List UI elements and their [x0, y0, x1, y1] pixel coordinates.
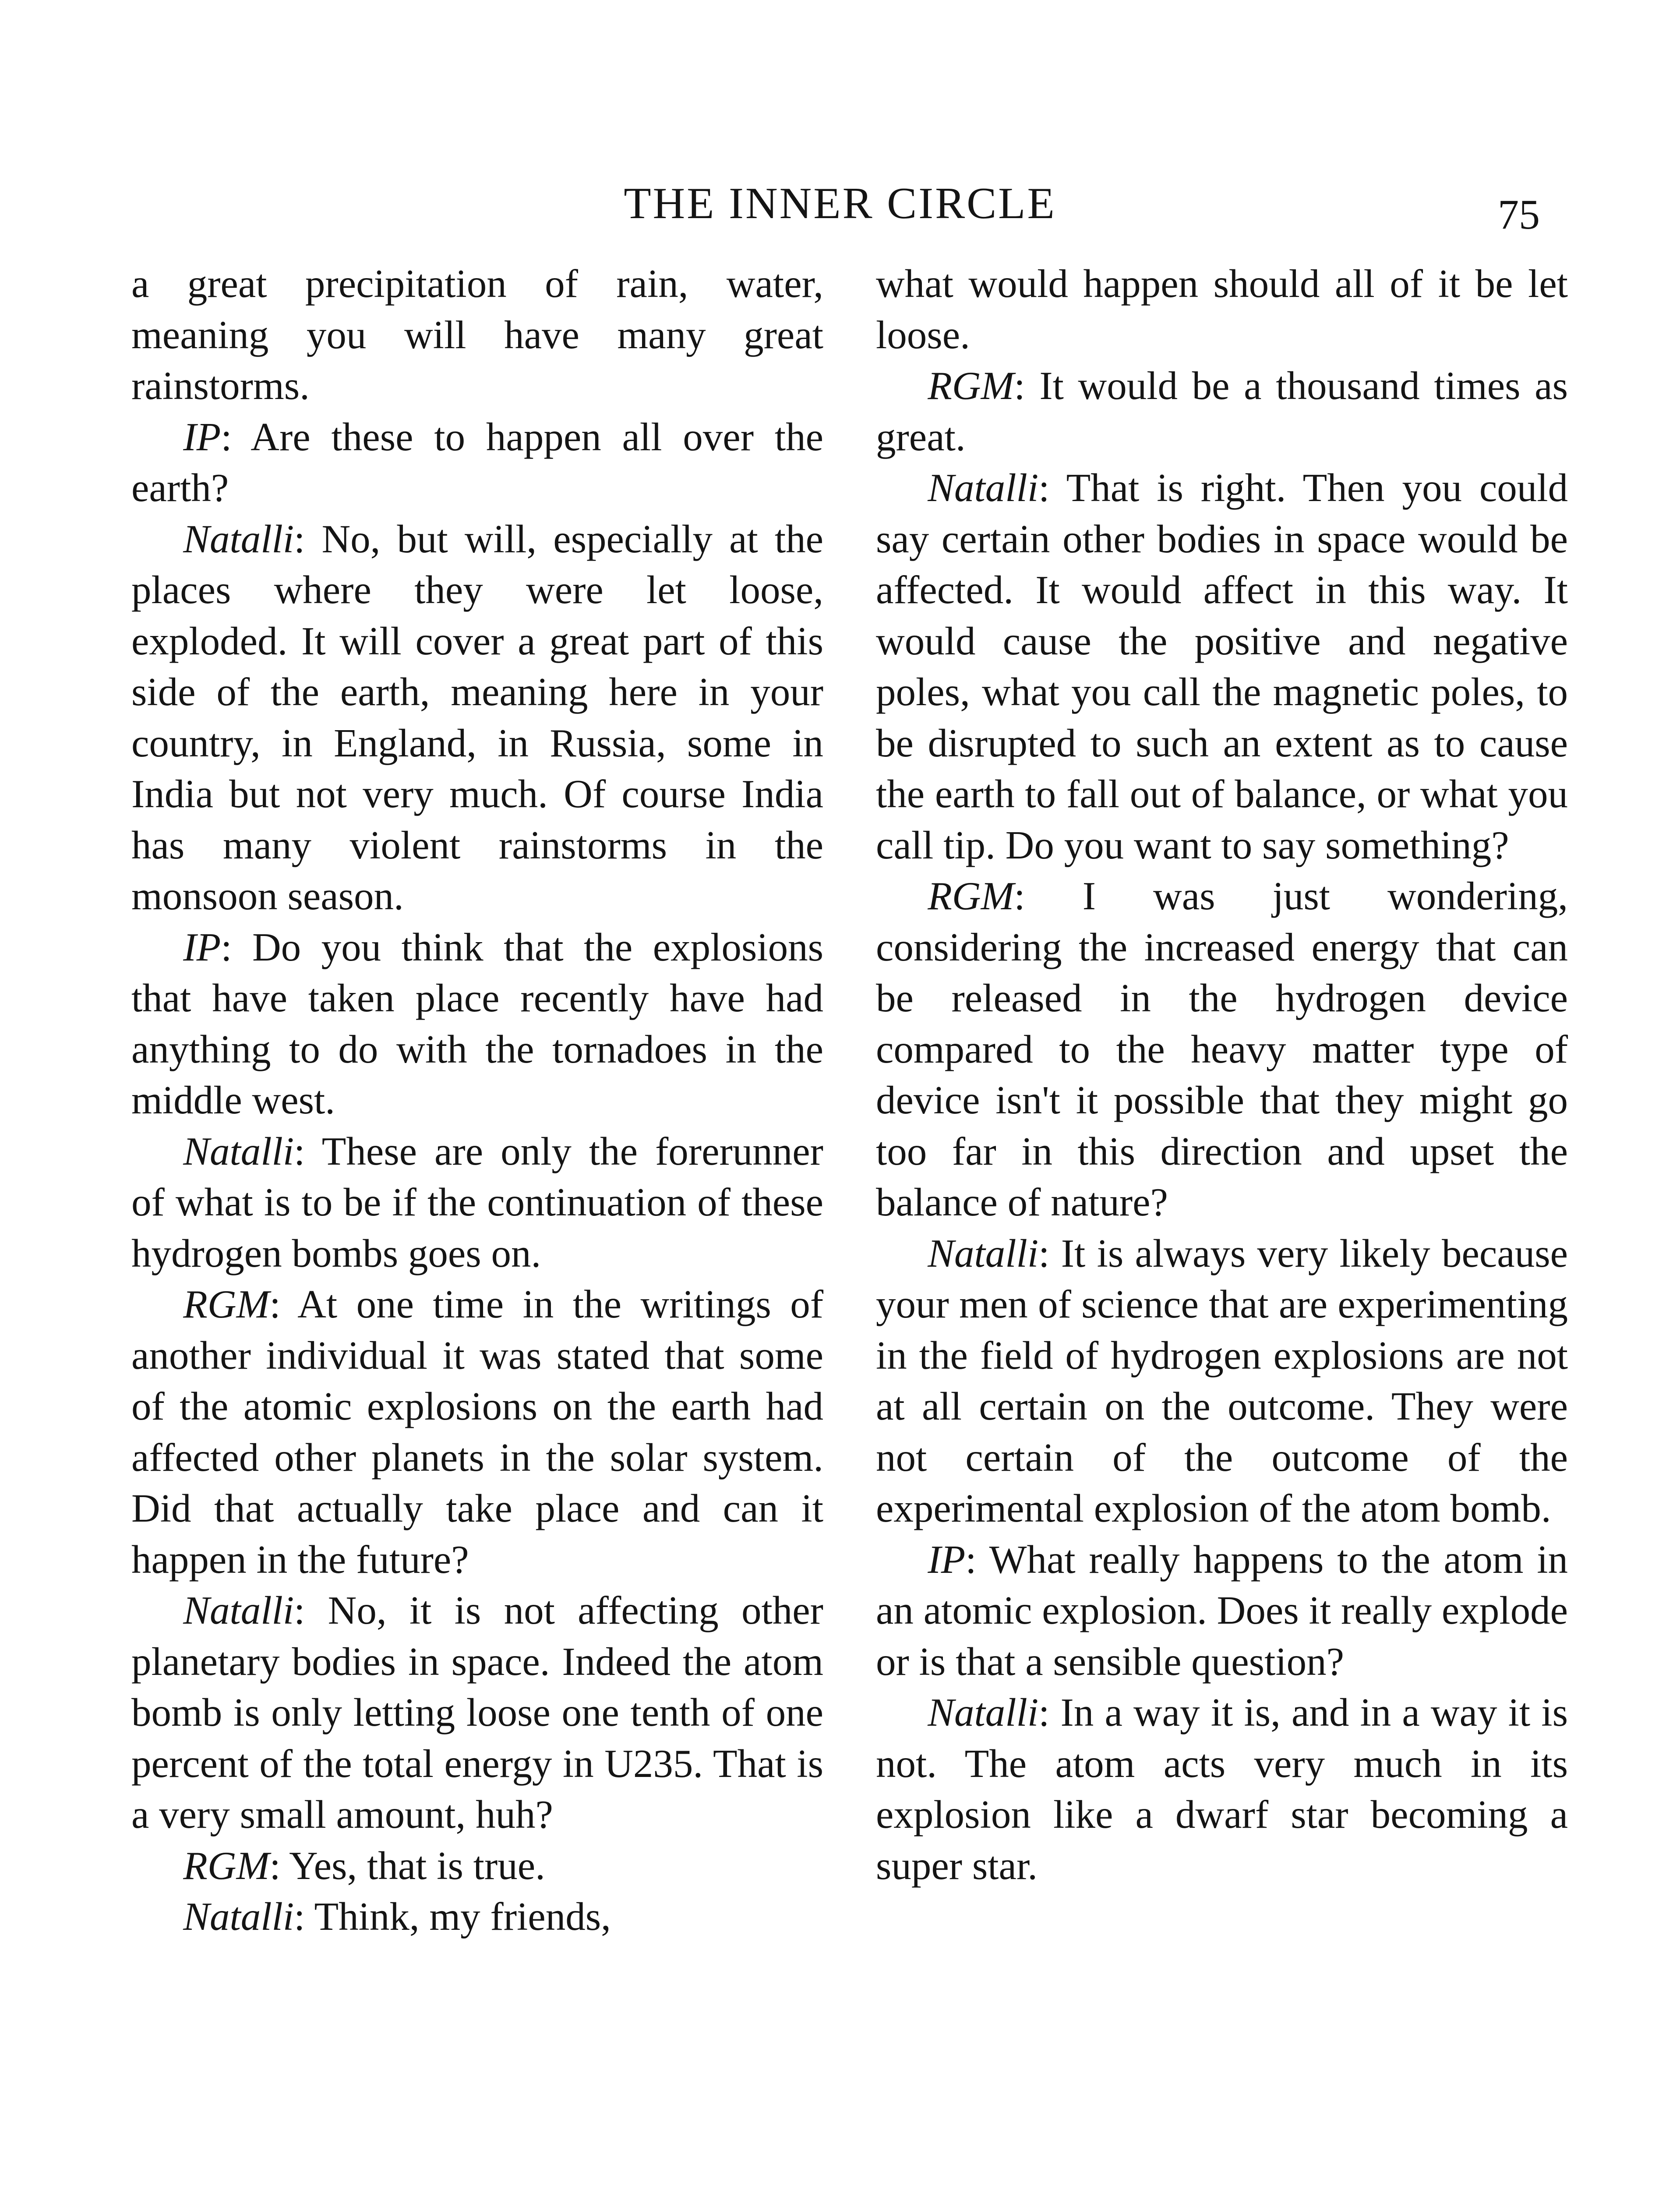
paragraph-text: At one time in the writings of another individual it was stated that some of the atomic explosions on the earth had affected other planets in the solar system. Did that actually take place and can it happen in the future? [131, 1282, 824, 1582]
speaker-label: RGM [183, 1843, 270, 1888]
dialogue-paragraph: RGM: I was just wondering, considering the increased energy that can be released in the hydrogen device compared to the heavy matter type of device isn't it possible that they might go too far in this direction and upset the balance of nature? [876, 874, 1568, 1224]
dialogue-paragraph: IP: Are these to happen all over the earth? [131, 414, 823, 510]
paragraph-text: a great precipitation of rain, water, meaning you will have many great rainstorms. [131, 261, 823, 408]
speaker-label: IP [928, 1537, 966, 1582]
page-number: 75 [1498, 191, 1540, 238]
speaker-label: Natalli [928, 1231, 1039, 1275]
paragraph-text: In a way it is, and in a way it is not. The atom acts very much in its explosion like a dwarf star becoming a super star. [876, 1690, 1568, 1888]
paragraph-text: Are these to happen all over the earth? [131, 414, 823, 510]
dialogue-paragraph: Natalli: These are only the forerunner of what is to be if the continuation of these hydrogen bombs goes on. [131, 1129, 823, 1275]
speaker-label: RGM [183, 1282, 270, 1326]
speaker-label: Natalli [183, 1129, 294, 1173]
right-column [876, 258, 1568, 1891]
paragraph-text: Yes, that is true. [289, 1843, 545, 1888]
speaker-label: Natalli [928, 466, 1039, 510]
left-column [131, 258, 823, 1943]
paragraph-text: I was just wondering, considering the increased energy that can be released in the hydrogen device compared to the heavy matter type of device isn't it possible that they might go too far in this direction and upset the balance of nature? [876, 874, 1568, 1224]
dialogue-paragraph: Natalli: No, but will, especially at the places where they were let loose, exploded. It will cover a great part of this side of the earth, meaning here in your country, in England, in Russia, some in India but not very much. Of course India has many violent rainstorms in the monsoon season. [131, 516, 823, 918]
dialogue-paragraph: Natalli: Think, my friends, [183, 1894, 611, 1939]
speaker-label: Natalli [183, 516, 294, 561]
dialogue-paragraph: IP: Do you think that the explosions that have taken place recently have had anything to do with the tornadoes in the middle west. [131, 925, 823, 1122]
speaker-label: RGM [928, 364, 1014, 408]
paragraph-text: What really happens to the atom in an atomic explosion. Does it really explode or is that a sensible question? [876, 1537, 1568, 1684]
running-head: THE INNER CIRCLE [624, 179, 1056, 228]
paragraph-text: These are only the forerunner of what is to be if the continuation of these hydrogen bombs goes on. [131, 1129, 823, 1275]
paragraph-text: Think, my friends, [314, 1894, 611, 1939]
dialogue-paragraph: RGM: It would be a thousand times as great. [876, 364, 1568, 459]
speaker-label: Natalli [183, 1894, 294, 1939]
paragraph-text: No, but will, especially at the places where they were let loose, exploded. It will cover a great part of this side of the earth, meaning here in your country, in England, in Russia, some in India but not very much. Of course India has many violent rainstorms in the monsoon season. [131, 516, 823, 918]
dialogue-paragraph: RGM: At one time in the writings of another individual it was stated that some of the atomic explosions on the earth had affected other planets in the solar system. Did that actually take place and can it happen in the future? [131, 1282, 824, 1582]
dialogue-paragraph: IP: What really happens to the atom in an atomic explosion. Does it really explode or is that a sensible question? [876, 1537, 1568, 1684]
dialogue-paragraph [131, 258, 823, 412]
speaker-label: RGM [928, 874, 1014, 918]
dialogue-paragraph: RGM: Yes, that is true. [183, 1843, 545, 1888]
dialogue-paragraph: Natalli: No, it is not affecting other planetary bodies in space. Indeed the atom bomb is only letting loose one tenth of one percent of the total energy in U235. That is a very small amount, huh? [131, 1588, 823, 1837]
dialogue-paragraph: Natalli: It is always very likely because your men of science that are experimenting in the field of hydrogen explosions are not at all certain on the outcome. They were not certain of the outcome of the experimental explosion of the atom bomb. [876, 1231, 1568, 1530]
speaker-label: IP [183, 414, 221, 459]
dialogue-paragraph [876, 258, 1568, 360]
speaker-label: Natalli [928, 1690, 1039, 1734]
dialogue-paragraph: Natalli: That is right. Then you could say certain other bodies in space would be affected. It would affect in this way. It would cause the positive and negative poles, what you call the magnetic poles, to be disrupted to such an extent as to cause the earth to fall out of balance, or what you call tip. Do you want to say something? [876, 466, 1568, 867]
paragraph-text: That is right. Then you could say certain other bodies in space would be affected. It would affect in this way. It would cause the positive and negative poles, what you call the magnetic poles, to be disrupted to such an extent as to cause the earth to fall out of balance, or what you call tip. Do you want to say something? [876, 466, 1568, 867]
paragraph-text: It would be a thousand times as great. [876, 364, 1568, 459]
paragraph-text: It is always very likely because your men of science that are experimenting in the field of hydrogen explosions are not at all certain on the outcome. They were not certain of the outcome of the experimental explosion of the atom bomb. [876, 1231, 1568, 1530]
dialogue-paragraph: Natalli: In a way it is, and in a way it is not. The atom acts very much in its explosion like a dwarf star becoming a super star. [876, 1690, 1568, 1888]
speaker-label: IP [183, 925, 221, 969]
paragraph-text: Do you think that the explosions that have taken place recently have had anything to do with the tornadoes in the middle west. [131, 925, 823, 1122]
paragraph-text: No, it is not affecting other planetary bodies in space. Indeed the atom bomb is only letting loose one tenth of one percent of the total energy in U235. That is a very small amount, huh? [131, 1588, 823, 1837]
paragraph-text: what would happen should all of it be let loose. [876, 261, 1568, 357]
speaker-label: Natalli [183, 1588, 294, 1632]
